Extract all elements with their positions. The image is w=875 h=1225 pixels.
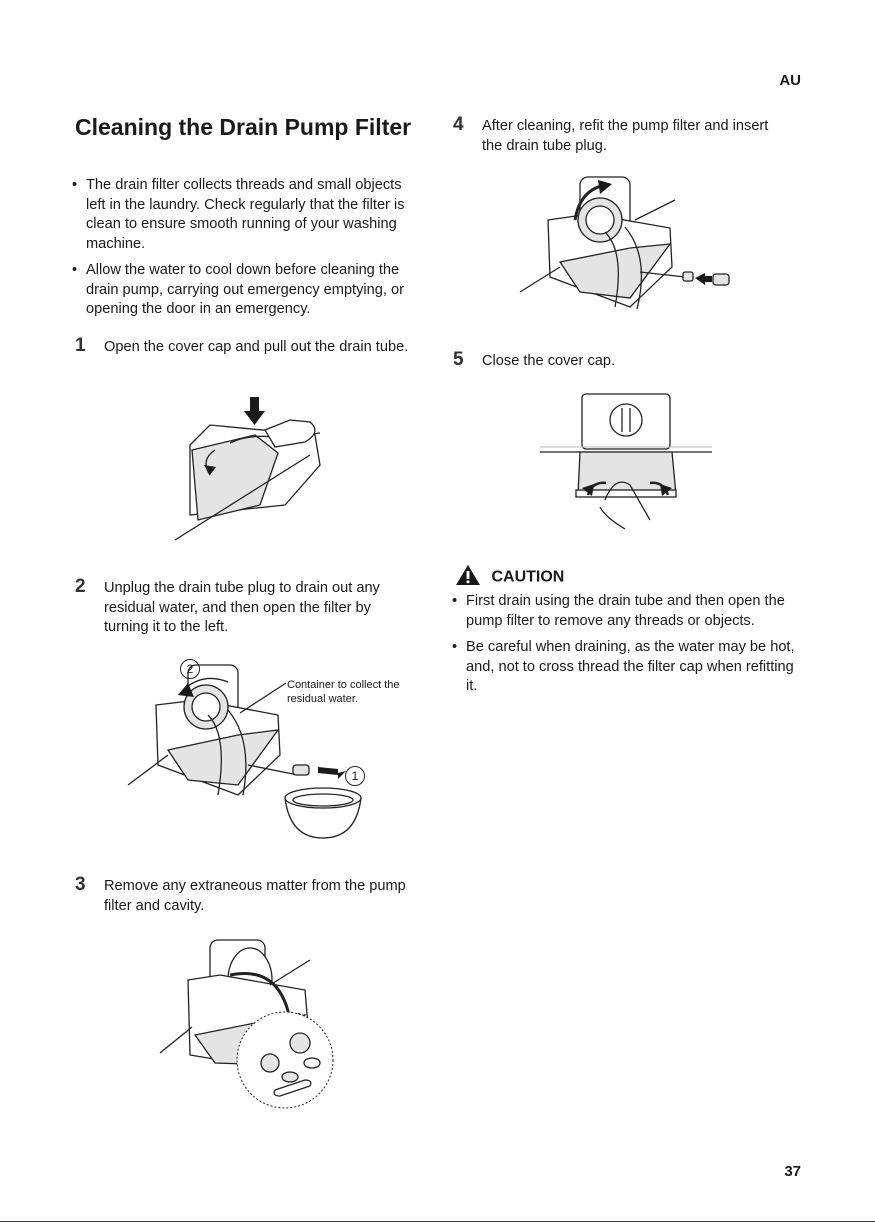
figure-step-3 xyxy=(160,935,340,1110)
callout-1: 1 xyxy=(345,766,365,786)
step-number: 4 xyxy=(453,114,464,135)
caution-bullet-2: • Be careful when draining, as the water may be hot, and, not to cross thread the filter cap when refitting it. xyxy=(452,638,802,697)
step-text: Close the cover cap. xyxy=(482,353,616,369)
step-number: 2 xyxy=(75,576,86,597)
step-text: Remove any extraneous matter from the pump filter and cavity. xyxy=(104,878,406,914)
region-code: AU xyxy=(779,72,801,89)
intro-bullet-2: • Allow the water to cool down before cleaning the drain pump, carrying out emergency emptying, or opening the door in an emergency. xyxy=(72,261,422,320)
step-number: 3 xyxy=(75,874,86,895)
page-number: 37 xyxy=(784,1163,801,1180)
section-title: Cleaning the Drain Pump Filter xyxy=(75,114,412,140)
step-number: 1 xyxy=(75,335,86,356)
step-text: After cleaning, refit the pump filter and insert the drain tube plug. xyxy=(482,118,769,154)
warning-icon xyxy=(455,564,481,591)
step-text: Open the cover cap and pull out the drain tube. xyxy=(104,339,409,355)
intro-bullet-1: • The drain filter collects threads and small objects left in the laundry. Check regularly that the filter is clean to ensure smooth running of your washing machine. xyxy=(72,176,422,254)
figure-step-5 xyxy=(540,392,715,532)
callout-2: 2 xyxy=(180,659,200,679)
figure-step-1 xyxy=(170,395,330,540)
step-number: 5 xyxy=(453,349,464,370)
caution-heading xyxy=(455,564,564,591)
figure-step-4 xyxy=(520,172,740,317)
caution-bullets xyxy=(452,592,802,704)
caution-title: CAUTION xyxy=(491,568,565,586)
intro-bullets xyxy=(72,176,422,327)
container-label: Container to collect the residual water. xyxy=(287,679,400,705)
bottom-rule xyxy=(0,1221,875,1222)
caution-bullet-1: • First drain using the drain tube and then open the pump filter to remove any threads or objects. xyxy=(452,592,802,631)
step-text: Unplug the drain tube plug to drain out any residual water, and then open the filter by turning it to the left. xyxy=(104,580,380,635)
